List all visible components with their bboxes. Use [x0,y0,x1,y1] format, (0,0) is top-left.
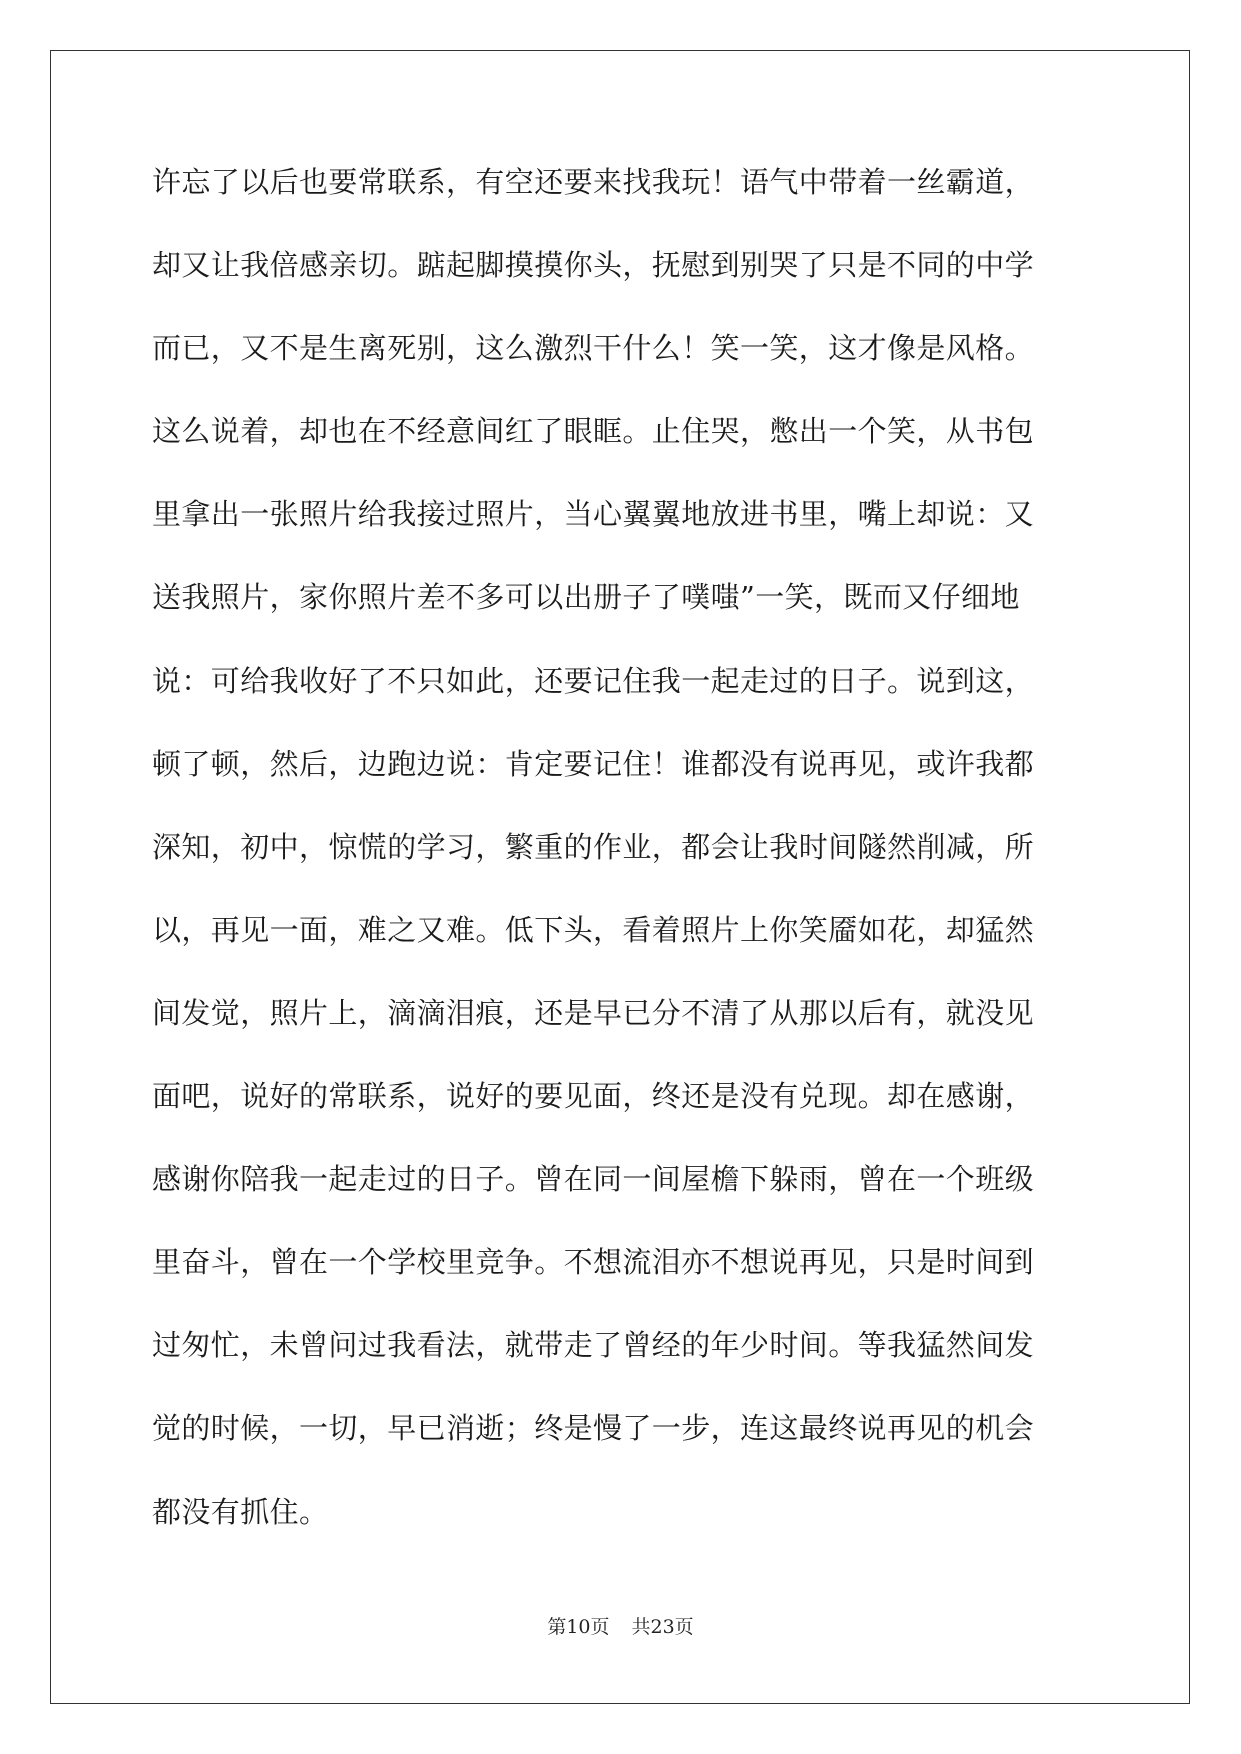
text-line: 里奋斗，曾在一个学校里竞争。不想流泪亦不想说再见，只是时间到 [152,1245,1035,1280]
text-line: 送我照片，家你照片差不多可以出册子了噗嗤”一笑，既而又仔细地 [152,580,1020,615]
text-line: 说：可给我收好了不只如此，还要记住我一起走过的日子。说到这， [152,663,1035,698]
text-line: 顿了顿，然后，边跑边说：肯定要记住！谁都没有说再见，或许我都 [152,746,1035,781]
text-line: 觉的时候，一切，早已消逝；终是慢了一步，连这最终说再见的机会 [152,1411,1035,1446]
text-line: 深知，初中，惊慌的学习，繁重的作业，都会让我时间隧然削减，所 [152,829,1035,864]
text-line: 却又让我倍感亲切。踮起脚摸摸你头，抚慰到别哭了只是不同的中学 [152,248,1035,283]
text-line: 间发觉，照片上，滴滴泪痕，还是早已分不清了从那以后有，就没见 [152,995,1035,1030]
text-line: 这么说着，却也在不经意间红了眼眶。止住哭，憋出一个笑，从书包 [152,414,1035,449]
text-line: 面吧，说好的常联系，说好的要见面，终还是没有兑现。却在感谢， [152,1079,1035,1114]
page-total: 共23页 [631,1616,694,1638]
document-body [152,162,1092,1575]
page-footer [0,1612,1241,1639]
text-line: 而已，又不是生离死别，这么激烈干什么！笑一笑，这才像是风格。 [152,331,1035,366]
text-line: 以，再见一面，难之又难。低下头，看着照片上你笑靥如花，却猛然 [152,912,1035,947]
page-number: 第10页 [547,1616,610,1638]
text-line: 过匆忙，未曾问过我看法，就带走了曾经的年少时间。等我猛然间发 [152,1328,1035,1363]
text-line: 许忘了以后也要常联系，有空还要来找我玩！语气中带着一丝霸道， [152,165,1035,199]
text-line: 都没有抓住。 [152,1494,329,1529]
text-line: 感谢你陪我一起走过的日子。曾在同一间屋檐下躲雨，曾在一个班级 [152,1162,1035,1197]
text-line: 里拿出一张照片给我接过照片，当心翼翼地放进书里，嘴上却说：又 [152,497,1035,532]
